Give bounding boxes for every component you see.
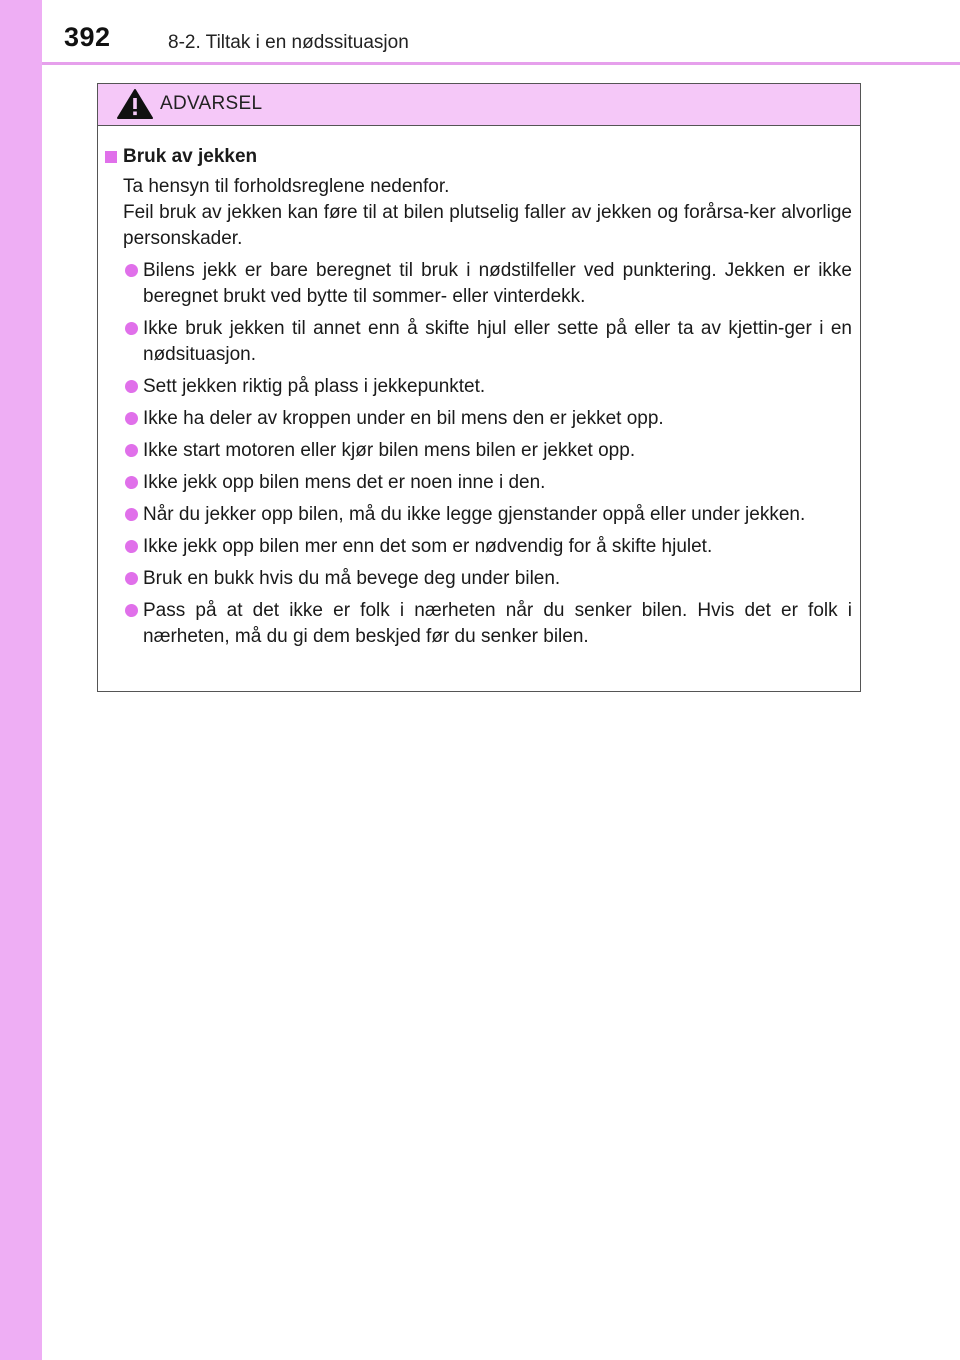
list-item bbox=[105, 598, 852, 650]
bullet-dot-icon bbox=[125, 540, 138, 553]
list-item-text: Ikke bruk jekken til annet enn å skifte hjul eller sette på eller ta av kjettin-ger i en nødsituasjon. bbox=[143, 318, 852, 365]
list-item bbox=[105, 258, 852, 310]
list-item bbox=[105, 374, 852, 400]
warning-body bbox=[98, 126, 860, 650]
list-item bbox=[105, 470, 852, 496]
intro-line: Feil bruk av jekken kan føre til at bilen plutselig faller av jekken og forårsa-ker alvorlige personskader. bbox=[123, 202, 852, 249]
list-item-text: Ikke start motoren eller kjør bilen mens bilen er jekket opp. bbox=[143, 440, 636, 461]
list-item-text: Bruk en bukk hvis du må bevege deg under bilen. bbox=[143, 568, 561, 589]
bullet-dot-icon bbox=[125, 508, 138, 521]
list-item-text: Sett jekken riktig på plass i jekkepunktet. bbox=[143, 376, 486, 397]
precaution-list bbox=[105, 258, 852, 650]
subheading-text: Bruk av jekken bbox=[123, 146, 258, 167]
list-item-text: Pass på at det ikke er folk i nærheten når du senker bilen. Hvis det er folk i nærheten, må du gi dem beskjed før du senker bilen. bbox=[143, 600, 852, 647]
bullet-dot-icon bbox=[125, 412, 138, 425]
page-number: 392 bbox=[64, 22, 111, 52]
bullet-dot-icon bbox=[125, 380, 138, 393]
square-bullet-icon bbox=[105, 151, 117, 163]
intro-line: Ta hensyn til forholdsreglene nedenfor. bbox=[123, 176, 450, 197]
list-item bbox=[105, 406, 852, 432]
section-tab-bar bbox=[0, 0, 42, 1360]
bullet-dot-icon bbox=[125, 264, 138, 277]
bullet-dot-icon bbox=[125, 572, 138, 585]
intro-text bbox=[105, 174, 852, 252]
list-item-text: Ikke ha deler av kroppen under en bil mens den er jekket opp. bbox=[143, 408, 664, 429]
bullet-dot-icon bbox=[125, 604, 138, 617]
bullet-dot-icon bbox=[125, 444, 138, 457]
list-item bbox=[105, 566, 852, 592]
list-item-text: Ikke jekk opp bilen mer enn det som er nødvendig for å skifte hjulet. bbox=[143, 536, 713, 557]
header-divider bbox=[42, 62, 960, 65]
warning-box bbox=[97, 83, 861, 692]
list-item-text: Når du jekker opp bilen, må du ikke legge gjenstander oppå eller under jekken. bbox=[143, 504, 806, 525]
warning-triangle-icon bbox=[116, 88, 154, 120]
section-title: 8-2. Tiltak i en nødssituasjon bbox=[168, 32, 409, 53]
list-item bbox=[105, 316, 852, 368]
warning-header bbox=[98, 84, 860, 126]
list-item bbox=[105, 502, 852, 528]
list-item-text: Ikke jekk opp bilen mens det er noen inne i den. bbox=[143, 472, 546, 493]
list-item bbox=[105, 534, 852, 560]
bullet-dot-icon bbox=[125, 322, 138, 335]
list-item bbox=[105, 438, 852, 464]
warning-label: ADVARSEL bbox=[160, 93, 263, 114]
subheading bbox=[105, 144, 852, 170]
bullet-dot-icon bbox=[125, 476, 138, 489]
list-item-text: Bilens jekk er bare beregnet til bruk i nødstilfeller ved punktering. Jekken er ikke beregnet brukt ved bytte til sommer- eller vinterdekk. bbox=[143, 260, 852, 307]
